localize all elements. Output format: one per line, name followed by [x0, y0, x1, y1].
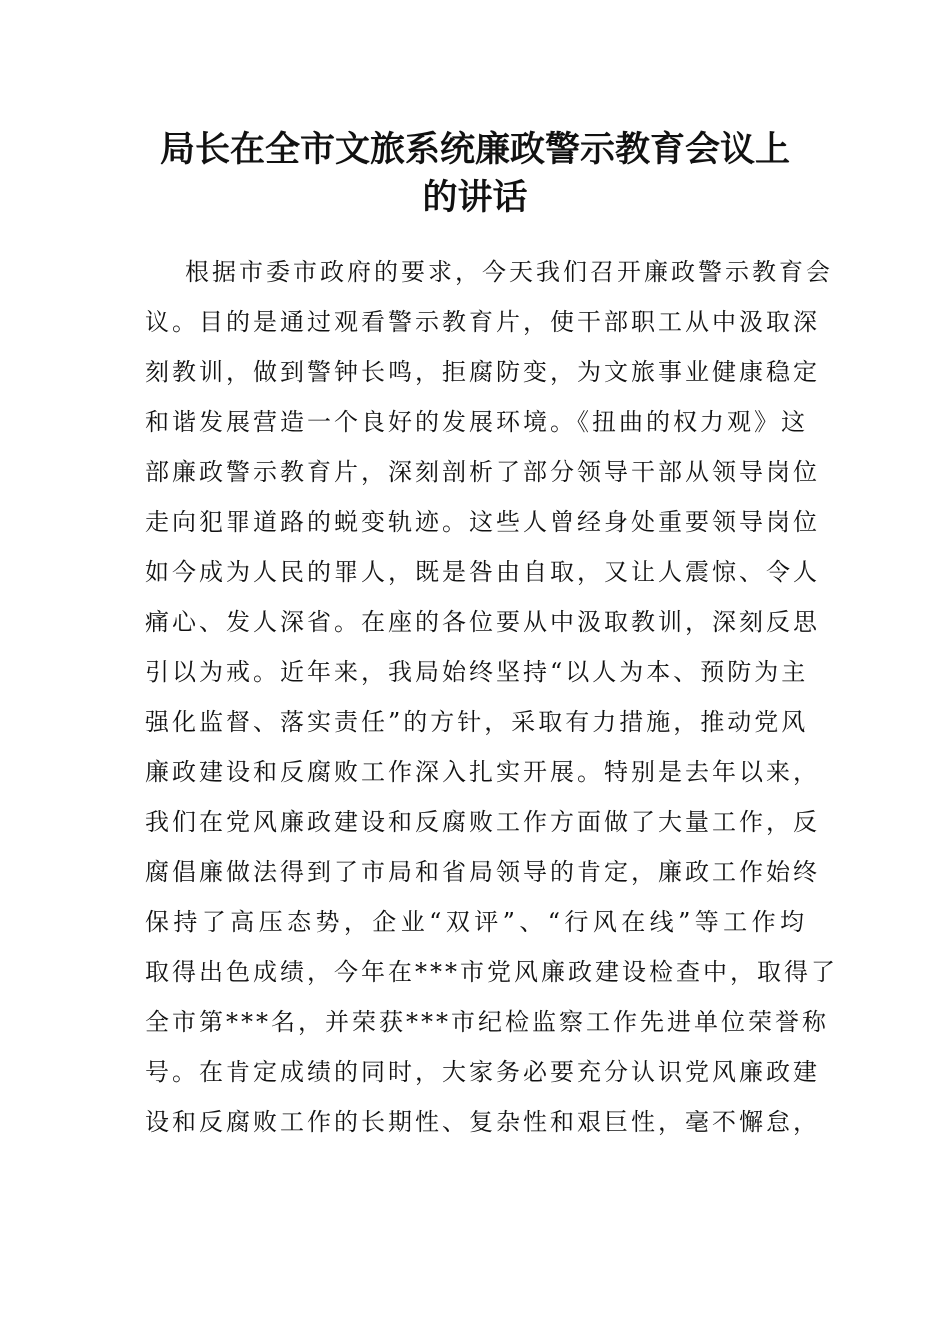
body-text-line: 刻教训，做到警钟长鸣，拒腐防变，为文旅事业健康稳定: [145, 358, 820, 386]
body-text-line: 引以为戒。近年来，我局始终坚持“以人为本、预防为主: [145, 658, 809, 686]
body-text-line: 痛心、发人深省。在座的各位要从中汲取教训，深刻反思: [145, 608, 820, 636]
body-text-line: 全市第***名，并荣获***市纪检监察工作先进单位荣誉称: [145, 1008, 829, 1036]
body-text-line: 取得出色成绩，今年在***市党风廉政建设检查中，取得了: [145, 958, 838, 986]
body-text-line: 我们在党风廉政建设和反腐败工作方面做了大量工作，反: [145, 808, 820, 836]
body-text-line: 保持了高压态势，企业“双评”、“行风在线”等工作均: [145, 908, 807, 936]
body-text-line: 号。在肯定成绩的同时，大家务必要充分认识党风廉政建: [145, 1058, 820, 1086]
body-text-line: 和谐发展营造一个良好的发展环境。《扭曲的权力观》这: [145, 408, 808, 436]
document-title-line-1: 局长在全市文旅系统廉政警示教育会议上: [159, 129, 790, 170]
body-text-line: 根据市委市政府的要求，今天我们召开廉政警示教育会: [185, 258, 833, 286]
body-text-line: 如今成为人民的罪人，既是咎由自取，又让人震惊、令人: [145, 558, 820, 586]
body-text-line: 廉政建设和反腐败工作深入扎实开展。特别是去年以来，: [145, 758, 820, 786]
body-text-line: 走向犯罪道路的蜕变轨迹。这些人曾经身处重要领导岗位: [145, 508, 820, 536]
body-text-line: 强化监督、落实责任”的方针，采取有力措施，推动党风: [145, 708, 809, 736]
body-text-line: 设和反腐败工作的长期性、复杂性和艰巨性，毫不懈怠，: [145, 1108, 820, 1136]
document-title-line-2: 的讲话: [422, 177, 528, 218]
body-text-line: 部廉政警示教育片，深刻剖析了部分领导干部从领导岗位: [145, 458, 820, 486]
body-text-line: 议。目的是通过观看警示教育片，使干部职工从中汲取深: [145, 308, 820, 336]
body-text-line: 腐倡廉做法得到了市局和省局领导的肯定，廉政工作始终: [145, 858, 820, 886]
